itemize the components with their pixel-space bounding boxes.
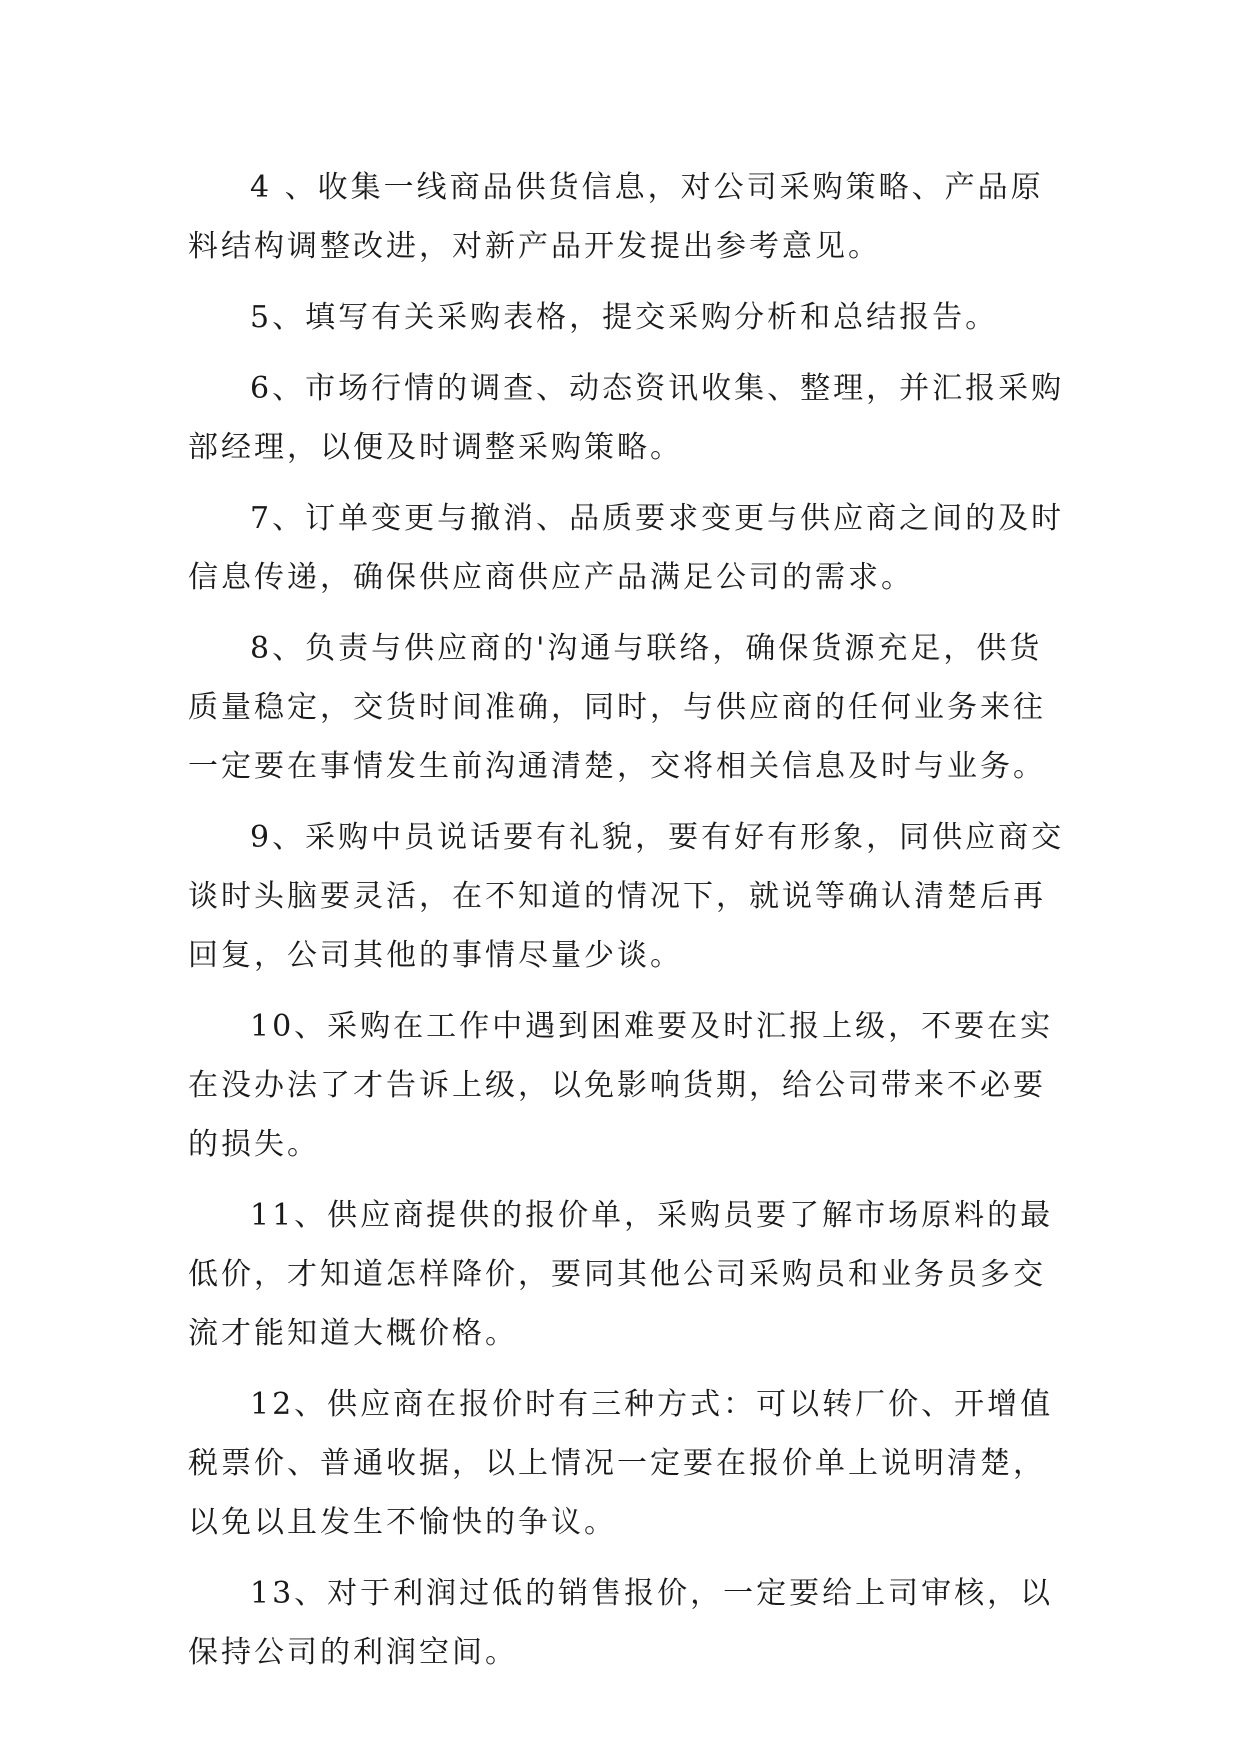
paragraph-7: 7、订单变更与撤消、品质要求变更与供应商之间的及时信息传递，确保供应商供应产品满足公司的需求。 bbox=[188, 501, 1065, 595]
paragraph-12: 12、供应商在报价时有三种方式：可以转厂价、开增值税票价、普通收据，以上情况一定要在报价单上说明清楚，以免以且发生不愉快的争议。 bbox=[188, 1387, 1054, 1540]
paragraph-4: 4 、收集一线商品供货信息，对公司采购策略、产品原料结构调整改进，对新产品开发提出参考意见。 bbox=[188, 170, 1044, 264]
paragraph-13: 13、对于利润过低的销售报价，一定要给上司审核，以保持公司的利润空间。 bbox=[188, 1576, 1054, 1670]
paragraph-5: 5、填写有关采购表格，提交采购分析和总结报告。 bbox=[250, 300, 999, 335]
paragraph-9: 9、采购中员说话要有礼貌，要有好有形象，同供应商交谈时头脑要灵活，在不知道的情况下，就说等确认清楚后再回复，公司其他的事情尽量少谈。 bbox=[188, 820, 1065, 973]
paragraph-11: 11、供应商提供的报价单，采购员要了解市场原料的最低价，才知道怎样降价，要同其他公司采购员和业务员多交流才能知道大概价格。 bbox=[188, 1198, 1054, 1351]
document-body bbox=[188, 158, 1068, 1694]
paragraph-8: 8、负责与供应商的'沟通与联络，确保货源充足，供货质量稳定，交货时间准确，同时，与供应商的任何业务来往一定要在事情发生前沟通清楚，交将相关信息及时与业务。 bbox=[188, 631, 1046, 784]
paragraph-6: 6、市场行情的调查、动态资讯收集、整理，并汇报采购部经理，以便及时调整采购策略。 bbox=[188, 371, 1065, 465]
paragraph-10: 10、采购在工作中遇到困难要及时汇报上级，不要在实在没办法了才告诉上级，以免影响货期，给公司带来不必要的损失。 bbox=[188, 1009, 1054, 1162]
